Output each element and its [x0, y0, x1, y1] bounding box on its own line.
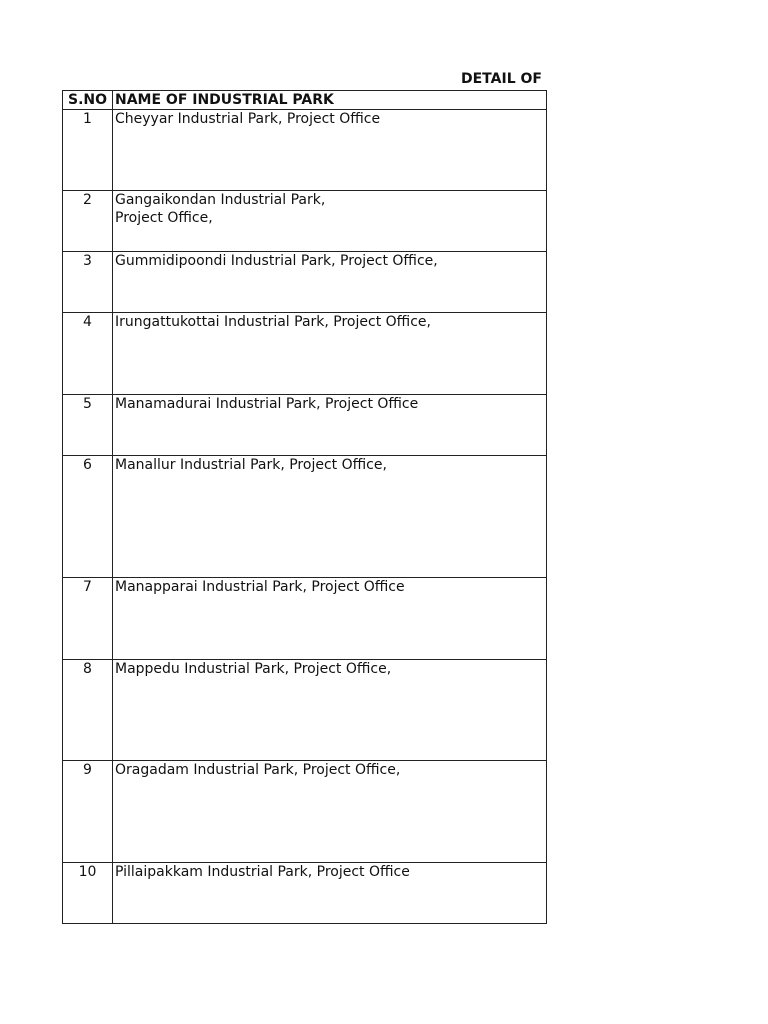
- table-row: [63, 110, 547, 191]
- park-name-line: Project Office,: [115, 210, 213, 226]
- park-name-line: Irungattukottai Industrial Park, Project Office,: [115, 314, 431, 330]
- industrial-park-table: [62, 90, 547, 924]
- park-name-line: Gangaikondan Industrial Park,: [115, 192, 326, 208]
- park-name-line: Oragadam Industrial Park, Project Office,: [115, 762, 401, 778]
- table-row: [63, 395, 547, 456]
- row-park-name: [113, 761, 547, 863]
- row-park-name: [113, 863, 547, 924]
- table-header-row: [63, 91, 547, 110]
- row-park-name: [113, 395, 547, 456]
- park-name-line: Cheyyar Industrial Park, Project Office: [115, 111, 381, 127]
- park-name-line: Manapparai Industrial Park, Project Office: [115, 579, 405, 595]
- row-park-name: [113, 456, 547, 578]
- row-serial-number: 8: [63, 660, 113, 761]
- row-park-name: [113, 660, 547, 761]
- row-serial-number: 9: [63, 761, 113, 863]
- column-header-name: NAME OF INDUSTRIAL PARK: [113, 91, 547, 110]
- row-serial-number: 7: [63, 578, 113, 660]
- row-serial-number: 6: [63, 456, 113, 578]
- table-row: [63, 761, 547, 863]
- table-row: [63, 191, 547, 252]
- table-row: [63, 578, 547, 660]
- column-header-sno: S.NO: [63, 91, 113, 110]
- row-park-name: [113, 578, 547, 660]
- park-name-line: Mappedu Industrial Park, Project Office,: [115, 661, 392, 677]
- row-serial-number: 2: [63, 191, 113, 252]
- row-park-name: [113, 252, 547, 313]
- park-name-line: Pillaipakkam Industrial Park, Project Office: [115, 864, 410, 880]
- park-name-line: Manamadurai Industrial Park, Project Office: [115, 396, 419, 412]
- row-serial-number: 10: [63, 863, 113, 924]
- row-park-name: [113, 313, 547, 395]
- page-heading: DETAIL OF: [461, 71, 542, 87]
- table-row: [63, 456, 547, 578]
- park-name-line: Gummidipoondi Industrial Park, Project Office,: [115, 253, 438, 269]
- row-serial-number: 4: [63, 313, 113, 395]
- table-row: [63, 313, 547, 395]
- table-row: [63, 252, 547, 313]
- row-serial-number: 1: [63, 110, 113, 191]
- table-row: [63, 660, 547, 761]
- park-name-line: Manallur Industrial Park, Project Office,: [115, 457, 387, 473]
- row-park-name: [113, 191, 547, 252]
- row-park-name: [113, 110, 547, 191]
- row-serial-number: 5: [63, 395, 113, 456]
- table-row: [63, 863, 547, 924]
- row-serial-number: 3: [63, 252, 113, 313]
